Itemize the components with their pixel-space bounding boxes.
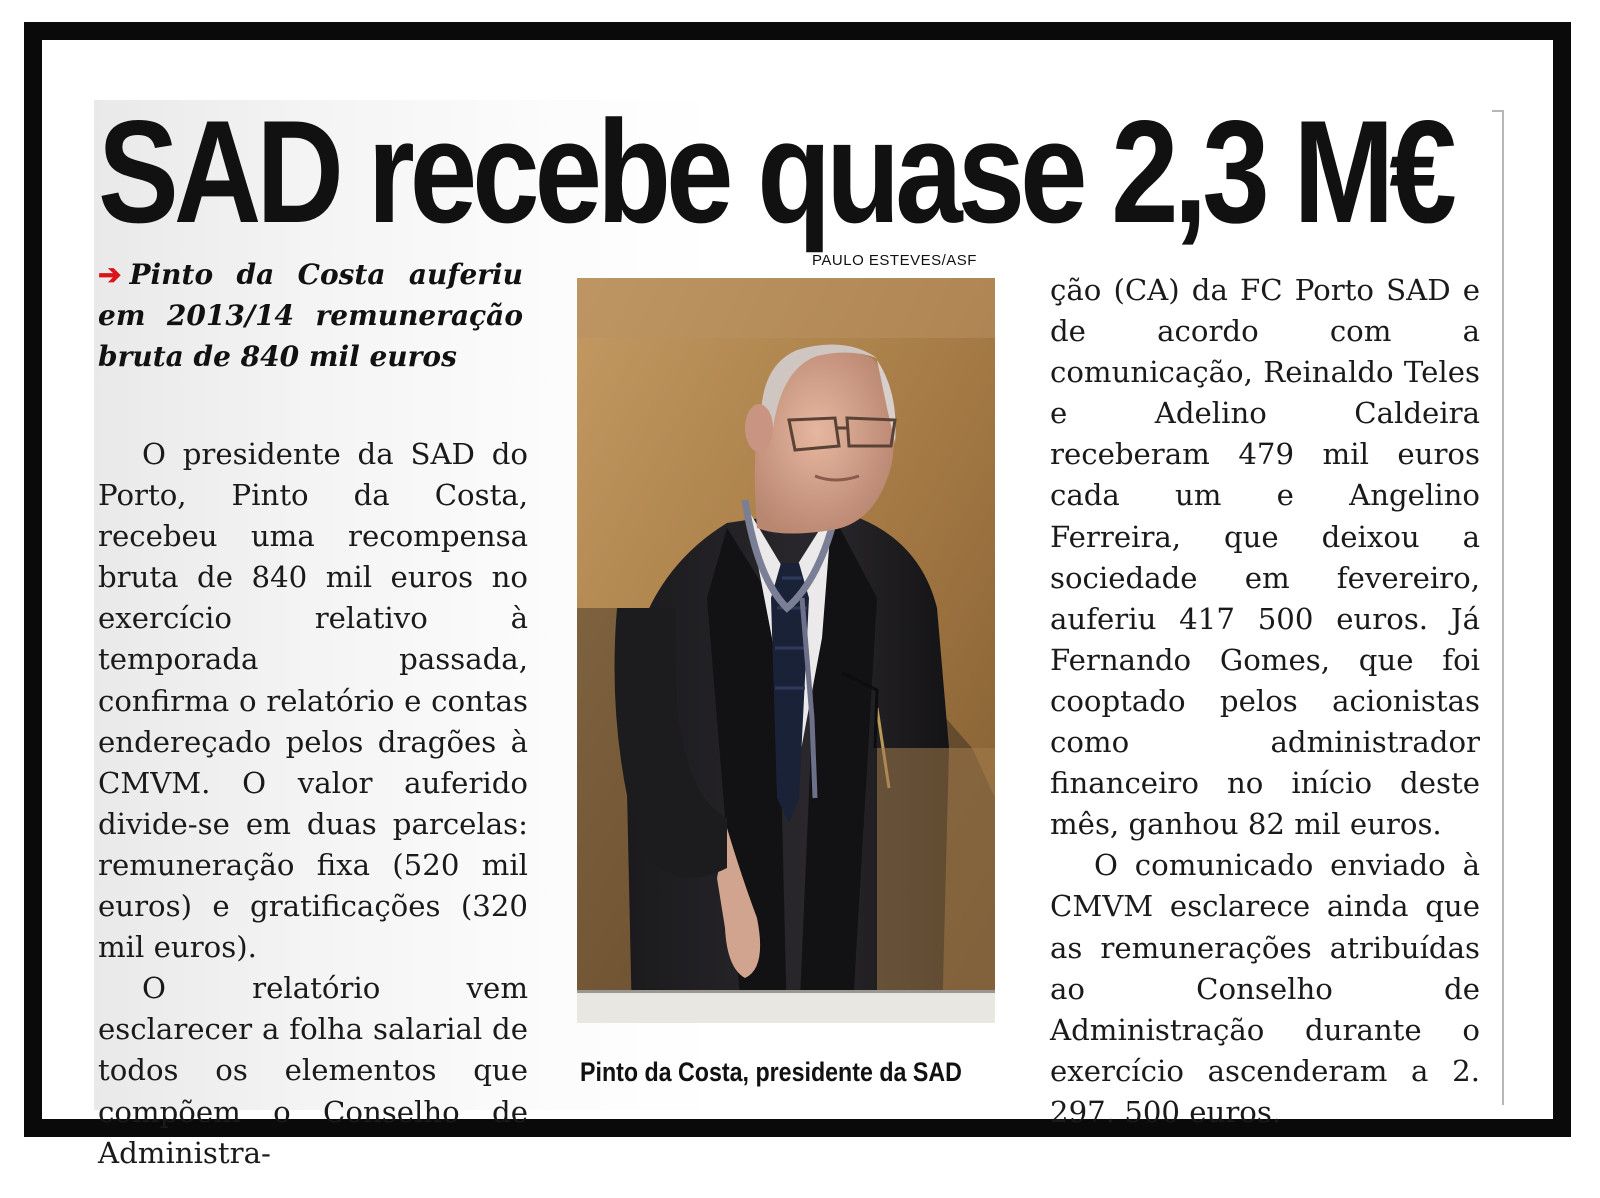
article-page: [42, 40, 1553, 1170]
right-text-column: [1050, 270, 1480, 1133]
body-paragraph-2-continued: ção (CA) da FC Porto SAD e de acordo com a comunicação, Reinaldo Teles e Adelino Caldeira receberam 479 mil euros cada um e Angelino Ferreira, que deixou a sociedade em fevereiro, auferiu 417 500 euros. Já Fernando Gomes, que foi cooptado pelos acionistas como administrador financeiro no início deste mês, ganhou 82 mil euros.: [1050, 273, 1480, 842]
red-arrow-icon: ➔: [98, 258, 122, 291]
lead-text: Pinto da Costa auferiu em 2013/14 remuneração bruta de 840 mil euros: [98, 258, 523, 373]
photo-pinto-da-costa: [577, 278, 995, 1023]
column-divider-tick: [1492, 110, 1504, 112]
body-paragraph-1: O presidente da SAD do Porto, Pinto da Costa, recebeu uma recompensa bruta de 840 mil euros no exercício relativo à temporada passada, confirma o relatório e contas endereçado pelos dragões à CMVM. O valor auferido divide-se em duas parcelas: remuneração fixa (520 mil euros) e gratificações (320 mil euros).: [98, 437, 528, 965]
body-paragraph-2: O relatório vem esclarecer a folha salarial de todos os elementos que compõem o Conselho de Administra-: [98, 971, 528, 1170]
photo-caption: Pinto da Costa, presidente da SAD: [580, 1057, 962, 1087]
lead-summary: [98, 254, 523, 377]
left-text-column: [98, 434, 528, 1174]
body-paragraph-3: O comunicado enviado à CMVM esclarece ainda que as remunerações atribuídas ao Conselho de Administração durante o exercício ascenderam a 2. 297. 500 euros.: [1050, 848, 1480, 1129]
headline: SAD recebe quase 2,3 M€: [98, 90, 1452, 253]
portrait-illustration: [577, 278, 995, 1023]
newspaper-clipping-frame: [24, 22, 1571, 1170]
photo-credit: PAULO ESTEVES/ASF: [812, 252, 977, 269]
column-divider-rule: [1502, 110, 1504, 1105]
